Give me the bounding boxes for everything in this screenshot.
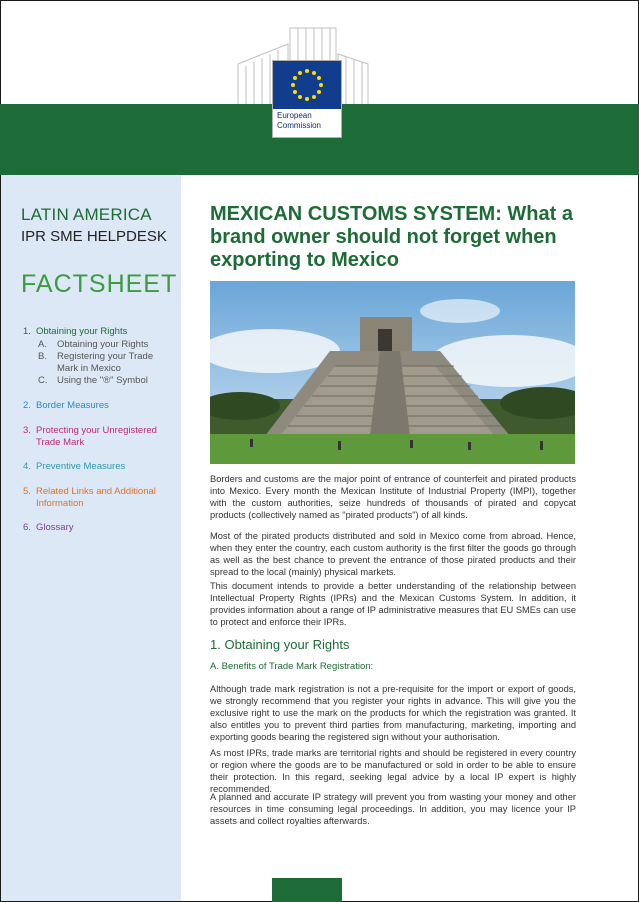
toc-label: Protecting your Unregistered Trade Mark xyxy=(36,425,157,448)
factsheet-label: FACTSHEET xyxy=(21,270,178,298)
intro-paragraph-3: This document intends to provide a better understanding of the relationship between Intellectual Property Rights (IPRs) and the Mexican Customs System. In addition, it provides information about a range of IP administrative measures that EU SMEs can use to protect and enforce their IPRs. xyxy=(210,581,576,627)
toc-label: Border Measures xyxy=(36,400,109,411)
toc-item-3[interactable] xyxy=(23,425,163,449)
european-commission-logo xyxy=(272,60,342,138)
logo-text xyxy=(277,111,321,131)
toc-sub-label: Registering your Trade Mark in Mexico xyxy=(57,351,154,374)
page-title: MEXICAN CUSTOMS SYSTEM: What a brand owner should not forget when exporting to Mexico xyxy=(210,203,573,271)
sidebar-title-line1: LATIN AMERICA xyxy=(21,205,152,224)
toc-sub-letter: C. xyxy=(38,375,48,386)
eu-flag-icon xyxy=(273,61,341,109)
logo-line1: European xyxy=(277,111,312,120)
toc-label: Glossary xyxy=(36,522,74,533)
intro-paragraph-1: Borders and customs are the major point of entrance of counterfeit and pirated products into Mexico. Every month the Mexican Institute of Industrial Property (IMPI), together with the custom authorities, seize hundreds of thousands of pirated and copycat products (collectively named as "pirated products") of all kinds. xyxy=(210,474,576,520)
toc-num: 5. xyxy=(23,486,31,497)
toc-item-2[interactable] xyxy=(23,400,173,412)
toc-sub-a[interactable] xyxy=(38,339,168,351)
toc-num: 4. xyxy=(23,461,31,472)
section-paragraph-3: A planned and accurate IP strategy will prevent you from wasting your money and other resources in time consuming legal proceedings. In addition, you may licence your IP assets and collect royalties afterwards. xyxy=(210,792,576,826)
toc-label: Related Links and Additional Information xyxy=(36,486,156,509)
logo-line2: Commission xyxy=(277,121,322,130)
section-heading: 1. Obtaining your Rights xyxy=(210,637,350,652)
toc-num: 3. xyxy=(23,425,31,436)
toc-sub-label: Obtaining your Rights xyxy=(57,339,149,350)
eu-stars-icon xyxy=(273,61,341,109)
intro-paragraph-2: Most of the pirated products distributed and sold in Mexico come from abroad. Hence, when they enter the country, each custom authority is the first filter the goods go through as well as the best chance to prevent the entrance of those pirated products and their spread to the local (mainly) physical markets. xyxy=(210,531,576,577)
sidebar-title-line2: IPR SME HELPDESK xyxy=(21,228,167,245)
toc-sub-letter: A. xyxy=(38,339,47,350)
toc-item-1[interactable] xyxy=(23,326,173,338)
section-paragraph-1: Although trade mark registration is not a pre-requisite for the import or export of goods, we strongly recommend that you register your rights in advance. This will give you the exclusive right to use the mark on the products for which the registration was granted. It also entitles you to prevent third parties from manufacturing, marketing, importing and exporting goods bearing the registered sign without your authorisation. xyxy=(210,684,576,742)
toc-sub-label: Using the "®" Symbol xyxy=(57,375,148,386)
toc-item-4[interactable] xyxy=(23,461,173,473)
subsection-heading: A. Benefits of Trade Mark Registration: xyxy=(210,661,374,672)
toc-label: Obtaining your Rights xyxy=(36,326,128,337)
toc-item-6[interactable] xyxy=(23,522,173,534)
toc-num: 2. xyxy=(23,400,31,411)
toc-item-5[interactable] xyxy=(23,486,165,510)
section-paragraph-2: As most IPRs, trade marks are territorial rights and should be registered in every country or region where the goods are to be manufactured or sold in order to be able to ensure their protection. In this regard, seeking legal advice by a local IP expert is highly recommended. xyxy=(210,748,576,794)
toc-sub-b[interactable] xyxy=(38,351,156,375)
chichen-itza-photo xyxy=(210,281,575,464)
toc-num: 1. xyxy=(23,326,31,337)
toc-sub-letter: B. xyxy=(38,351,47,362)
toc-num: 6. xyxy=(23,522,31,533)
footer-green-tab xyxy=(272,878,342,902)
toc-sub-c[interactable] xyxy=(38,375,168,387)
toc-label: Preventive Measures xyxy=(36,461,126,472)
